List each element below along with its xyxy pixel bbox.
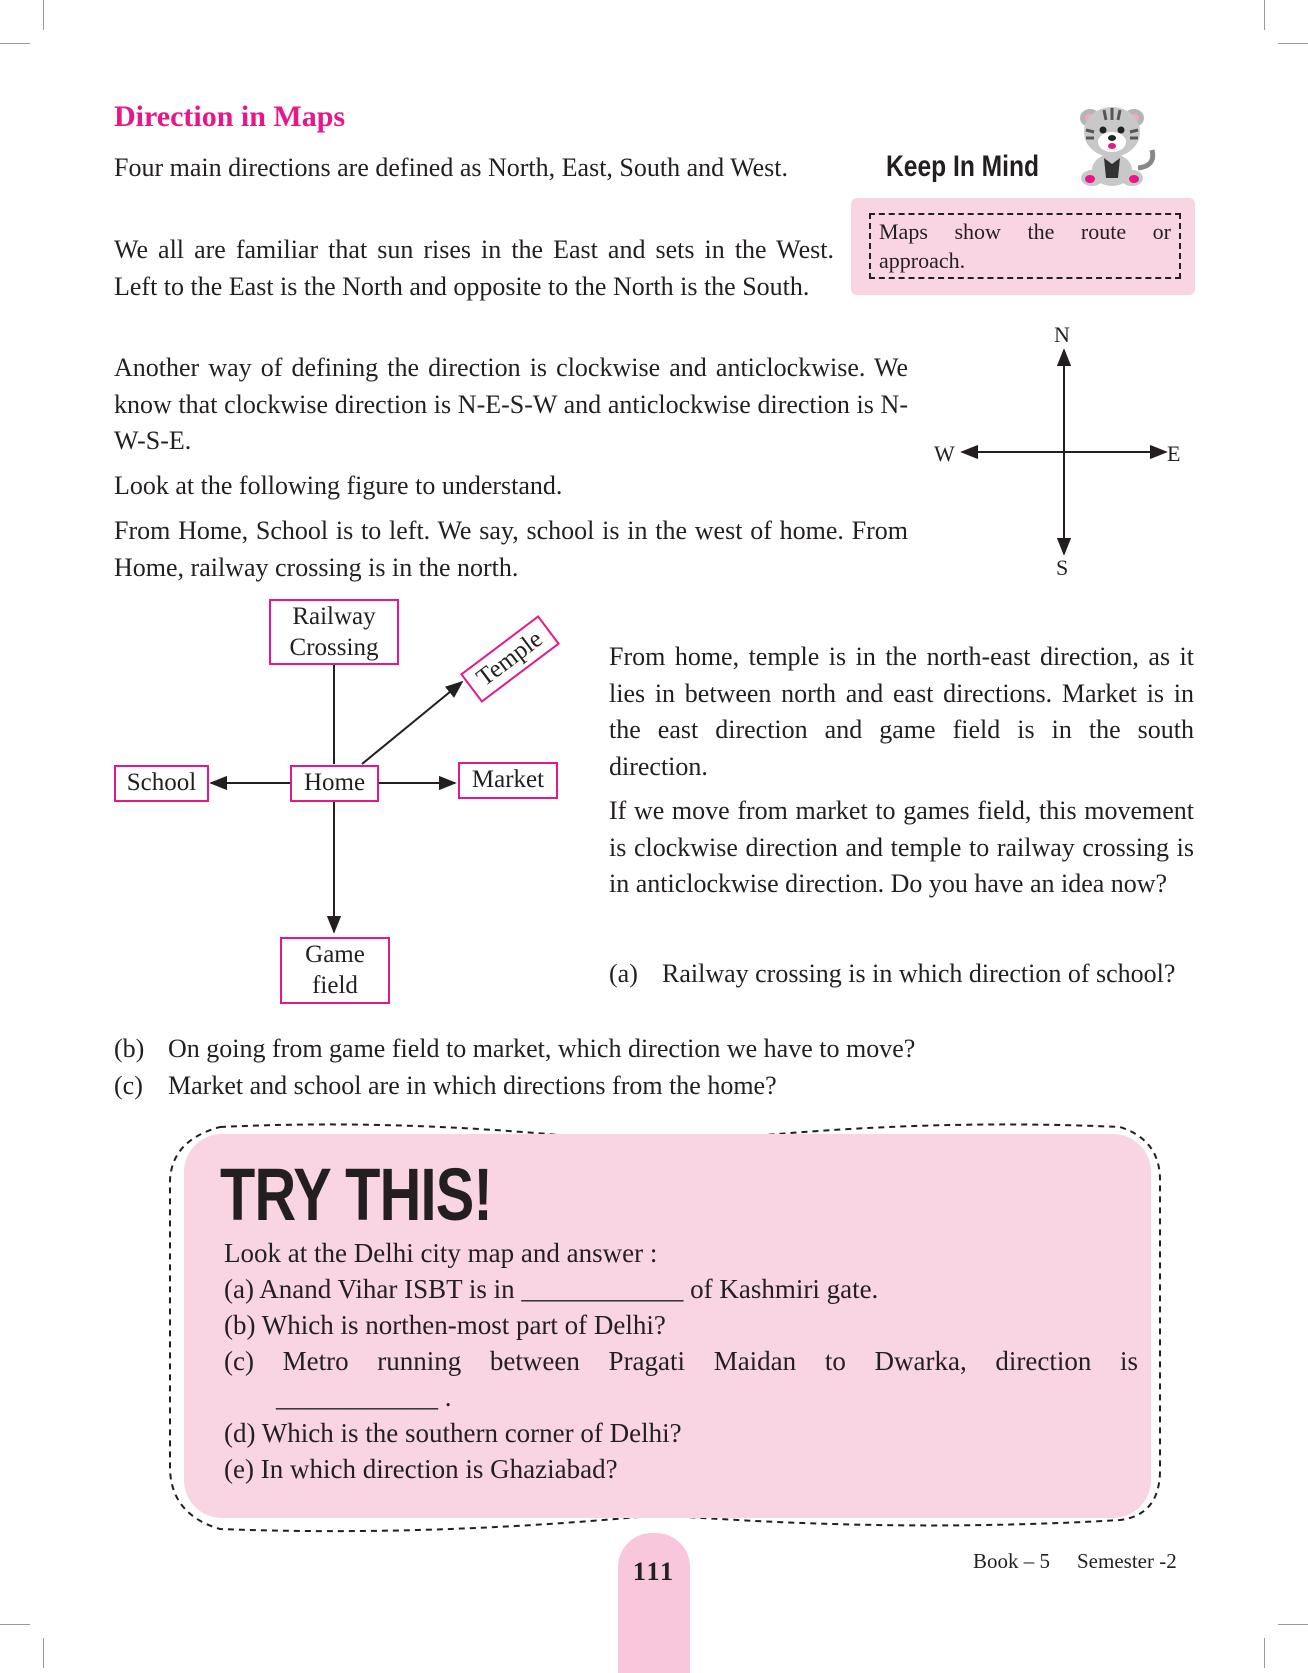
try-this-item-a: (a) Anand Vihar ISBT is in ____________ of Kashmiri gate.: [224, 1274, 879, 1304]
paragraph-directions: Four main directions are defined as North, East, South and West.: [114, 153, 789, 182]
paragraph-movement: If we move from market to games field, this movement is clockwise direction and temple to railway crossing is in anticlockwise direction. Do you have an idea now?: [609, 796, 1194, 898]
keep-in-mind-line-1: Maps show the route or: [879, 219, 1171, 244]
compass-north-label: N: [1054, 322, 1070, 347]
try-this-item-d: (d) Which is the southern corner of Delhi?: [224, 1418, 682, 1448]
footer-book: Book – 5: [973, 1549, 1051, 1573]
market-text: Market: [471, 766, 545, 793]
home-text: Home: [303, 769, 366, 796]
paragraph-home-school: From Home, School is to left. We say, school is in the west of home. From Home, railway crossing is in the north.: [114, 516, 908, 582]
try-this-item-e: (e) In which direction is Ghaziabad?: [224, 1454, 618, 1484]
paragraph-sun: We all are familiar that sun rises in the East and sets in the West. Left to the East is the North and opposite to the North is the South.: [114, 235, 834, 301]
page-number-tab: [618, 1533, 690, 1673]
keep-in-mind-title: Keep In Mind: [886, 150, 1040, 183]
section-title: Direction in Maps: [114, 100, 346, 133]
try-this-item-c-blank: ____________ .: [276, 1382, 452, 1412]
question-label: (a): [609, 959, 638, 988]
paragraph-look: Look at the following figure to understand.: [114, 471, 563, 500]
try-this-item-b: (b) Which is northen-most part of Delhi?: [224, 1310, 666, 1340]
compass-west-label: W: [934, 441, 955, 466]
paragraph-clockwise: Another way of defining the direction is clockwise and anticlockwise. We know that clockwise direction is N-E-S-W and anticlockwise direction is N-W-S-E.: [114, 353, 908, 455]
school-text: School: [126, 769, 197, 796]
keep-in-mind-line-2: approach.: [879, 248, 966, 273]
question-label: (b): [114, 1034, 145, 1063]
page-number: 111: [632, 1557, 676, 1586]
paragraph-temple: From home, temple is in the north-east direction, as it lies in between north and east directions. Market is in the east direction and game field is in the south direction.: [609, 642, 1194, 781]
question-label: (c): [114, 1071, 143, 1100]
question-text: Railway crossing is in which direction of school?: [662, 959, 1176, 988]
crossing-text: Crossing: [289, 634, 379, 661]
compass-south-label: S: [1056, 555, 1069, 580]
temple-text: Temple: [471, 625, 548, 692]
question-text: On going from game field to market, which direction we have to move?: [168, 1034, 916, 1063]
railway-text: Railway: [292, 603, 376, 630]
try-this-title: TRY THIS!: [220, 1153, 492, 1236]
compass-east-label: E: [1167, 441, 1180, 466]
question-text: Market and school are in which directions from the home?: [168, 1071, 777, 1100]
game-text: Game: [305, 941, 365, 968]
try-this-intro: Look at the Delhi city map and answer :: [224, 1238, 658, 1268]
footer-semester: Semester -2: [1077, 1549, 1177, 1573]
try-this-item-c: (c) Metro running between Pragati Maidan to Dwarka, direction is: [224, 1346, 1138, 1376]
field-text: field: [312, 972, 358, 999]
